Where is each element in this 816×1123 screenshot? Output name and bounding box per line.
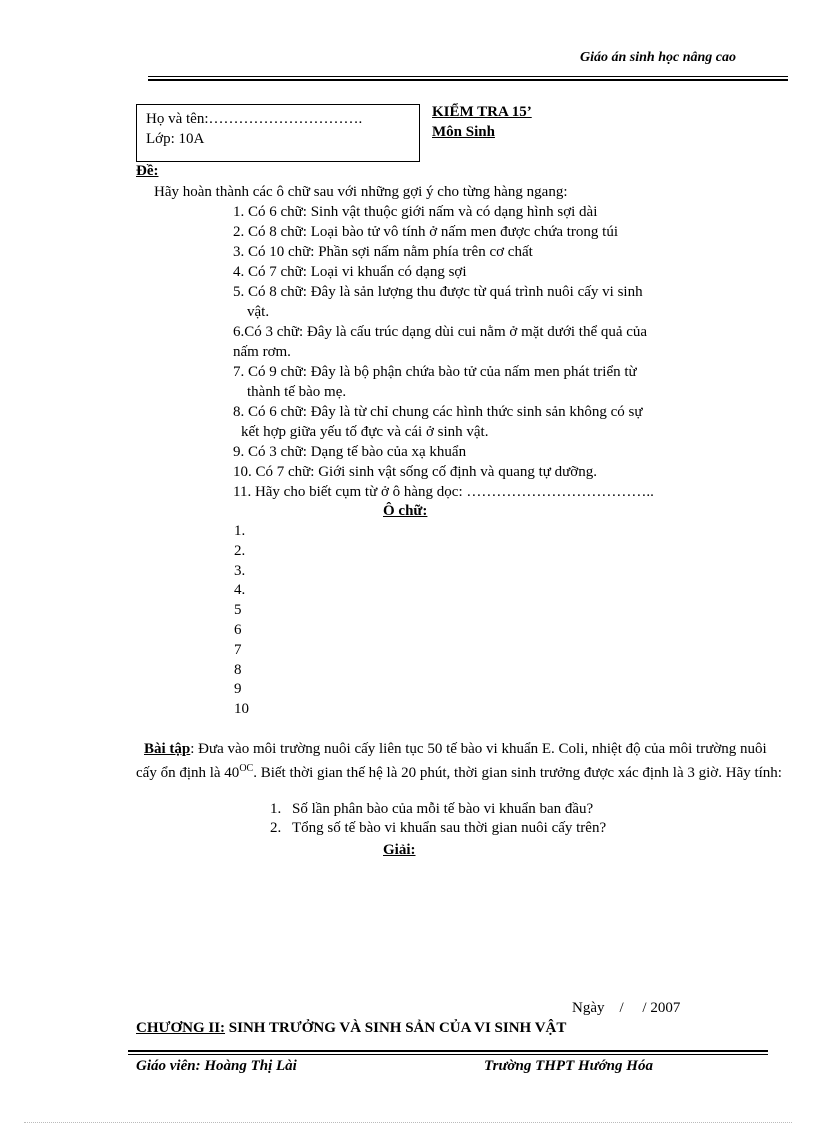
o-chu-row: 7 (234, 641, 242, 658)
question-item: 1. Có 6 chữ: Sinh vật thuộc giới nấm và có dạng hình sợi dài (233, 204, 598, 220)
question-item: 5. Có 8 chữ: Đây là sản lượng thu được từ quá trình nuôi cấy vi sinh (233, 284, 643, 300)
question-item: 4. Có 7 chữ: Loại vi khuẩn có dạng sợi (233, 264, 467, 280)
o-chu-row: 8 (234, 661, 242, 678)
name-line: Họ và tên:…………………………. (146, 111, 363, 127)
o-chu-row: 1. (234, 523, 246, 539)
subject-title: Môn Sinh (432, 124, 495, 140)
exercise-item: 2. Tổng số tế bào vi khuẩn sau thời gian nuôi cấy trên? (270, 820, 607, 836)
question-item: 8. Có 6 chữ: Đây là từ chỉ chung các hình thức sinh sản không có sự (233, 404, 643, 420)
chapter-prefix: CHƯƠNG II: (136, 1020, 226, 1036)
o-chu-row: 4. (234, 582, 246, 599)
question-continuation: vật. (247, 304, 270, 320)
de-intro: Hãy hoàn thành các ô chữ sau với những gợi ý cho từng hàng ngang: (154, 184, 568, 200)
date-line: Ngày / / 2007 (572, 1000, 681, 1016)
question-list (233, 202, 654, 502)
temperature-unit: OC (239, 763, 254, 774)
o-chu-label: Ô chữ: (383, 503, 428, 519)
o-chu-row: 9 (234, 681, 242, 698)
footer-rule (128, 1054, 768, 1055)
question-continuation: nấm rơm. (233, 344, 291, 360)
header-rule-thick (148, 79, 788, 81)
question-continuation: kết hợp giữa yếu tố đực và cái ở sinh vật. (241, 424, 489, 440)
teacher-name: Giáo viên: Hoàng Thị Lài (136, 1058, 297, 1074)
o-chu-row: 5 (234, 602, 242, 619)
solution-label: Giải: (383, 842, 416, 858)
question-item: 2. Có 8 chữ: Loại bào tử vô tính ở nấm men được chứa trong túi (233, 224, 618, 240)
exercise-questions (270, 800, 606, 838)
o-chu-row: 6 (234, 621, 242, 638)
question-item: 10. Có 7 chữ: Giới sinh vật sống cố định và quang tự dưỡng. (233, 464, 597, 480)
o-chu-rows (234, 522, 249, 720)
header-rule (148, 76, 788, 77)
school-name: Trường THPT Hướng Hóa (484, 1058, 653, 1074)
exercise-text-b: . Biết thời gian thế hệ là 20 phút, thời gian sinh trưởng được xác định là 3 giờ. Hãy tính: (253, 765, 782, 781)
question-continuation: thành tế bào mẹ. (247, 384, 347, 400)
student-info-box (136, 104, 420, 162)
class-line: Lớp: 10A (146, 131, 205, 147)
de-label: Đề: (136, 163, 159, 179)
exercise-text-a: : Đưa vào môi trường nuôi cấy liên tục 50 tế bào vi khuẩn E. Coli, nhiệt độ của môi trường nuôi cấy ổn định là 40 (136, 741, 767, 781)
question-item: 7. Có 9 chữ: Đây là bộ phận chứa bào tử của nấm men phát triển từ (233, 364, 637, 380)
test-title: KIỂM TRA 15’ (432, 104, 532, 120)
question-item: 3. Có 10 chữ: Phần sợi nấm nằm phía trên cơ chất (233, 244, 533, 260)
footer-rule-thick (128, 1050, 768, 1052)
exercise-label: Bài tập (144, 741, 191, 757)
exercise-item: 1. Số lần phân bào của mỗi tế bào vi khuẩn ban đầu? (270, 801, 594, 817)
chapter-title (136, 1020, 566, 1037)
chapter-name: SINH TRƯỞNG VÀ SINH SẢN CỦA VI SINH VẬT (225, 1020, 567, 1036)
o-chu-row: 10 (234, 701, 249, 718)
o-chu-row: 3. (234, 562, 246, 579)
header-title: Giáo án sinh học nâng cao (580, 50, 736, 65)
o-chu-row: 2. (234, 542, 246, 559)
question-item: 9. Có 3 chữ: Dạng tế bào của xạ khuẩn (233, 444, 467, 460)
exercise-paragraph (136, 740, 786, 783)
question-item: 11. Hãy cho biết cụm từ ở ô hàng dọc: ……………………………….. (233, 484, 654, 500)
question-item: 6.Có 3 chữ: Đây là cấu trúc dạng dùi cui nằm ở mặt dưới thể quả của (233, 324, 648, 340)
